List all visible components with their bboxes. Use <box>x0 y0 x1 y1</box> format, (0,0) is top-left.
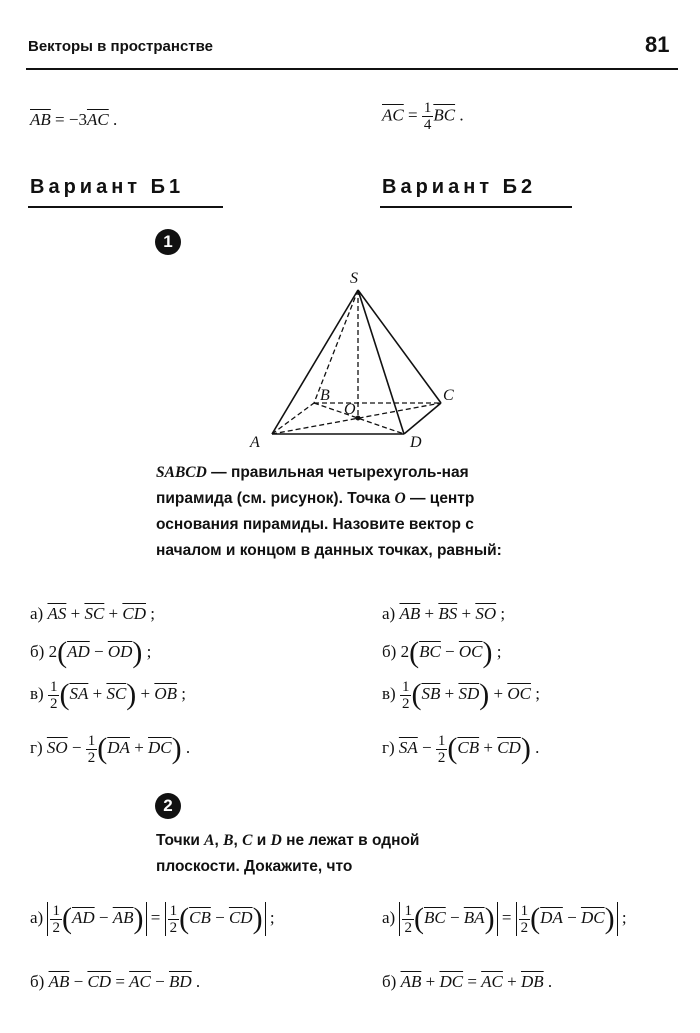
numerator: 1 <box>169 902 178 919</box>
coefficient: 2 <box>400 641 410 661</box>
numerator: 1 <box>87 732 96 749</box>
item-label: б) <box>382 641 397 661</box>
paren: ) <box>520 732 531 765</box>
vector: $\overline{SA}$ <box>398 737 418 757</box>
vector: $\overline{AS}$ <box>47 604 67 623</box>
task1-text-part: — центр основания пирамиды. Назовите вектор с началом и концом в данных точках, равный: <box>156 490 502 559</box>
numerator: 1 <box>437 732 446 749</box>
item-label: б) <box>382 972 397 991</box>
operator: + <box>489 683 508 703</box>
punct: ; <box>530 683 540 703</box>
vector: $\overline{DC}$ <box>439 972 464 991</box>
operator: − <box>445 907 464 927</box>
operator: + <box>104 604 123 623</box>
item-label: а) <box>30 907 44 927</box>
running-title: Векторы в пространстве <box>28 38 214 55</box>
operator: + <box>502 972 521 991</box>
task1-right-item-a <box>382 604 505 624</box>
task1-left-item-b <box>30 636 151 670</box>
fraction <box>50 903 62 936</box>
numerator: 1 <box>401 678 410 695</box>
vector: $\overline{AB}$ <box>48 972 70 991</box>
punct: ; <box>177 683 187 703</box>
fraction <box>519 903 531 936</box>
abs-value <box>516 902 618 936</box>
variant-heading-right: Вариант Б2 <box>382 176 537 198</box>
vector: $\overline{CD}$ <box>497 737 521 757</box>
task1-right-item-b <box>382 636 502 670</box>
operator: + <box>420 604 439 623</box>
punct: ; <box>496 604 506 623</box>
fraction <box>436 733 448 766</box>
task1-right-item-c <box>382 678 540 712</box>
text: , <box>214 832 224 849</box>
vector: $\overline{CB}$ <box>189 907 211 927</box>
vertex-label-b: B <box>320 387 330 404</box>
denominator: 4 <box>423 117 432 133</box>
operator: + <box>66 604 85 623</box>
abs-value <box>399 902 497 936</box>
paren: ) <box>482 636 493 669</box>
vector: $\overline{AB}$ <box>399 604 421 623</box>
task2-right-item-b <box>382 972 552 992</box>
item-label: б) <box>30 972 45 991</box>
vector: $\overline{BC}$ <box>419 641 441 661</box>
vector: $\overline{AB}$ <box>30 110 51 129</box>
variant-heading-left: Вариант Б1 <box>30 176 185 198</box>
operator: − <box>210 907 229 927</box>
vector: $\overline{SC}$ <box>106 683 127 703</box>
vector: $\overline{CD}$ <box>87 972 112 991</box>
paren: ( <box>97 732 108 765</box>
paren: ) <box>132 636 143 669</box>
vertex-label-s: S <box>350 270 358 287</box>
vector: $\overline{BC}$ <box>423 907 446 927</box>
operator: = <box>463 972 482 991</box>
task2-line-2: плоскости. Докажите, что <box>156 858 353 875</box>
punct: . <box>191 972 201 991</box>
vector: $\overline{OD}$ <box>107 641 133 661</box>
item-label: а) <box>382 907 396 927</box>
task2-left-item-b <box>30 972 200 992</box>
vector: $\overline{DB}$ <box>520 972 544 991</box>
paren: ( <box>59 678 70 711</box>
fraction <box>402 903 414 936</box>
denominator: 2 <box>49 695 58 712</box>
vector: $\overline{AB}$ <box>400 972 422 991</box>
punct: . <box>181 737 191 757</box>
denominator: 2 <box>169 919 178 936</box>
vector: $\overline{AC}$ <box>129 972 151 991</box>
vector: $\overline{BS}$ <box>438 604 458 623</box>
text: не лежат в одной <box>281 832 420 849</box>
vector: $\overline{SO}$ <box>475 604 497 623</box>
task1-left-item-d <box>30 732 190 766</box>
task2-right-item-a <box>382 902 627 936</box>
operator: + <box>136 683 155 703</box>
denominator: 2 <box>87 749 96 766</box>
task-number-1: 1 <box>155 229 181 255</box>
punct: ; <box>146 604 155 623</box>
denominator: 2 <box>52 919 60 936</box>
fraction <box>86 733 98 766</box>
punct: ; <box>617 907 627 927</box>
task2-left-item-a <box>30 902 275 936</box>
vector: $\overline{DC}$ <box>580 907 605 927</box>
vector: $\overline{BD}$ <box>168 972 192 991</box>
operator: − <box>417 737 436 757</box>
fraction <box>48 679 60 712</box>
point-c: C <box>242 832 253 849</box>
operator: = −3 <box>50 110 87 129</box>
paren: ) <box>604 902 615 935</box>
paren: ( <box>179 902 190 935</box>
fraction <box>400 679 412 712</box>
paren: ) <box>484 902 495 935</box>
vector: $\overline{BC}$ <box>433 105 456 125</box>
pyramid-name: SABCD <box>156 464 207 481</box>
pyramid-figure <box>0 0 700 470</box>
vector: $\overline{AC}$ <box>86 110 109 129</box>
punct: ; <box>142 641 152 661</box>
vector: $\overline{SB}$ <box>421 683 441 703</box>
text: , <box>233 832 243 849</box>
operator: + <box>88 683 107 703</box>
paren: ) <box>171 732 182 765</box>
item-label: г) <box>382 737 395 757</box>
item-label: а) <box>30 604 44 623</box>
numerator: 1 <box>520 902 529 919</box>
denominator: 2 <box>404 919 412 936</box>
vector: $\overline{SO}$ <box>46 737 68 757</box>
vertex-label-c: C <box>443 387 454 404</box>
item-label: б) <box>30 641 45 661</box>
operator: − <box>89 641 108 661</box>
punct: ; <box>492 641 502 661</box>
fraction <box>168 903 180 936</box>
vector: $\overline{AB}$ <box>112 907 134 927</box>
punct: . <box>543 972 553 991</box>
vector: $\overline{OC}$ <box>507 683 531 703</box>
operator: + <box>421 972 440 991</box>
denominator: 2 <box>520 919 529 936</box>
paren: ( <box>411 678 422 711</box>
operator: + <box>479 737 498 757</box>
vector: $\overline{DA}$ <box>540 907 563 927</box>
task2-text <box>156 828 536 880</box>
paren: ( <box>530 902 541 935</box>
operator: − <box>67 737 86 757</box>
point-b: B <box>223 832 234 849</box>
vertex-label-d: D <box>410 434 422 451</box>
operator: = <box>403 105 422 125</box>
operator: − <box>69 972 88 991</box>
abs-value <box>47 902 146 936</box>
operator: = <box>111 972 130 991</box>
task-number-2: 2 <box>155 793 181 819</box>
vertex-label-a: A <box>250 434 260 451</box>
text: Точки <box>156 832 205 849</box>
item-label: в) <box>30 683 44 703</box>
punct: . <box>530 737 540 757</box>
vector: $\overline{CB}$ <box>457 737 480 757</box>
paren: ( <box>61 902 72 935</box>
vector: $\overline{CD}$ <box>228 907 253 927</box>
vector: $\overline{CD}$ <box>122 604 147 623</box>
paren: ( <box>57 636 68 669</box>
item-label: г) <box>30 737 43 757</box>
operator: − <box>562 907 581 927</box>
operator: − <box>150 972 169 991</box>
page-number: 81 <box>645 32 670 57</box>
vector: $\overline{OB}$ <box>154 683 178 703</box>
item-label: а) <box>382 604 396 623</box>
operator: + <box>440 683 459 703</box>
operator: + <box>457 604 476 623</box>
abs-value <box>165 902 266 936</box>
paren: ) <box>252 902 263 935</box>
punct: . <box>108 110 118 129</box>
paren: ( <box>409 636 420 669</box>
task1-text-part: — правильная четырехуголь-ная пирамида (см. рисунок). Точка <box>156 464 469 507</box>
task2-line-1 <box>156 828 536 854</box>
point-o: O <box>394 490 406 507</box>
vector: $\overline{AD}$ <box>67 641 90 661</box>
paren: ) <box>126 678 137 711</box>
punct: . <box>455 105 464 125</box>
task1-left-item-c <box>30 678 186 712</box>
denominator: 2 <box>401 695 410 712</box>
numerator: 1 <box>49 678 58 695</box>
numerator: 1 <box>423 100 432 116</box>
vector: $\overline{AC}$ <box>481 972 503 991</box>
vector: $\overline{DC}$ <box>148 737 172 757</box>
vector: $\overline{OC}$ <box>458 641 483 661</box>
punct: ; <box>265 907 275 927</box>
vector: $\overline{AD}$ <box>71 907 95 927</box>
coefficient: 2 <box>48 641 58 661</box>
point-a: A <box>204 832 215 849</box>
vector: $\overline{SC}$ <box>84 604 105 623</box>
vector: $\overline{SA}$ <box>69 683 89 703</box>
operator: = <box>497 907 516 927</box>
task1-right-item-d <box>382 732 539 766</box>
point-d: D <box>270 832 282 849</box>
operator: + <box>129 737 149 757</box>
operator: = <box>146 907 165 927</box>
paren: ) <box>133 902 144 935</box>
vertex-label-o: O <box>344 401 356 418</box>
vector: $\overline{DA}$ <box>107 737 130 757</box>
item-label: в) <box>382 683 396 703</box>
operator: − <box>94 907 113 927</box>
text: и <box>252 832 271 849</box>
paren: ( <box>447 732 458 765</box>
vector: $\overline{AC}$ <box>382 105 404 125</box>
paren: ( <box>413 902 424 935</box>
task1-text <box>156 460 536 564</box>
vector: $\overline{BA}$ <box>463 907 485 927</box>
task1-left-item-a <box>30 604 155 624</box>
vector: $\overline{SD}$ <box>458 683 480 703</box>
paren: ) <box>479 678 490 711</box>
numerator: 1 <box>404 902 412 919</box>
denominator: 2 <box>437 749 446 766</box>
operator: − <box>440 641 459 661</box>
numerator: 1 <box>52 902 60 919</box>
